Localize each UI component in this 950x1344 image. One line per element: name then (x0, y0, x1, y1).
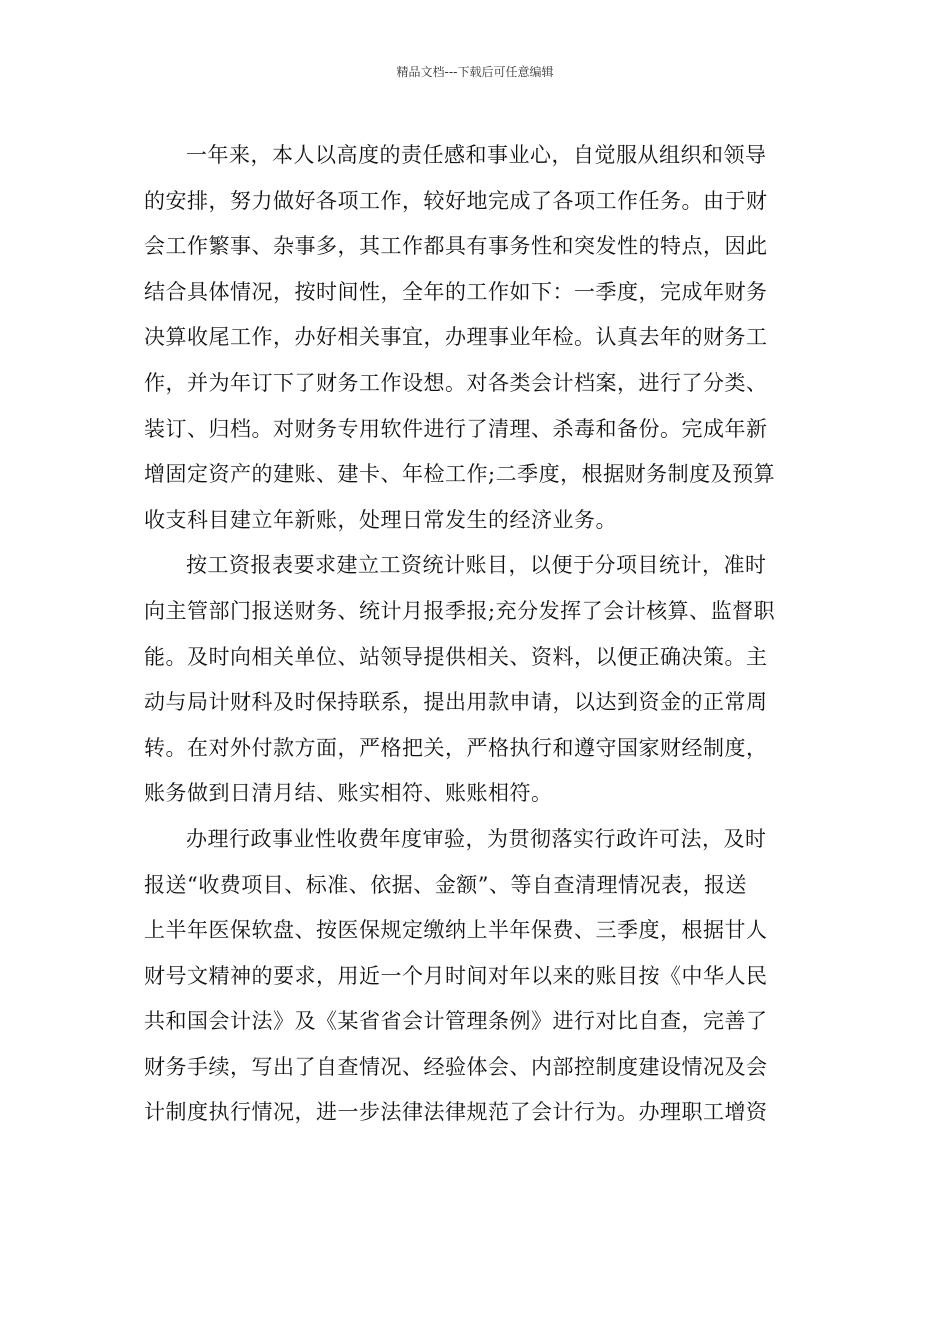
text-line: 账务做到日清月结、账实相符、账账相符。 (144, 781, 553, 806)
text-line: 办理行政事业性收费年度审验，为贯彻落实行政许可法，及时 (186, 826, 767, 851)
text-line: 的安排，努力做好各项工作，较好地完成了各项工作任务。由于财 (144, 188, 768, 213)
text-line: 结合具体情况，按时间性，全年的工作如下：一季度，完成年财务 (144, 279, 768, 304)
text-line: 决算收尾工作，办好相关事宜，办理事业年检。认真去年的财务工 (144, 325, 768, 350)
document-body (144, 133, 808, 1136)
text-line: 报送“收费项目、标准、依据、金额”、等自查清理情况表，报送 (144, 872, 747, 897)
text-line: 会工作繁事、杂事多，其工作都具有事务性和突发性的特点，因此 (144, 234, 768, 259)
text-line: 按工资报表要求建立工资统计账目，以便于分项目统计，准时 (186, 553, 767, 578)
paragraph-2 (144, 543, 808, 817)
text-line: 计制度执行情况，进一步法律法律规范了会计行为。办理职工增资 (144, 1100, 768, 1125)
text-line: 收支科目建立年新账，处理日常发生的经济业务。 (144, 507, 617, 532)
paragraph-1 (144, 133, 808, 543)
paragraph-3 (144, 817, 808, 1136)
text-line: 增固定资产的建账、建卡、年检工作;二季度，根据财务制度及预算 (144, 462, 776, 487)
text-line: 向主管部门报送财务、统计月报季报;充分发挥了会计核算、监督职 (144, 598, 776, 623)
text-line: 财务手续，写出了自查情况、经验体会、内部控制度建设情况及会 (144, 1054, 768, 1079)
text-line: 作，并为年订下了财务工作设想。对各类会计档案，进行了分类、 (144, 370, 768, 395)
page-header: 精品文档---下载后可任意编辑 (396, 65, 554, 79)
text-line: 上半年医保软盘、按医保规定缴纳上半年保费、三季度，根据甘人 (144, 918, 768, 943)
text-line: 一年来，本人以高度的责任感和事业心，自觉服从组织和领导 (186, 143, 767, 167)
text-line: 装订、归档。对财务专用软件进行了清理、杀毒和备份。完成年新 (144, 416, 768, 441)
text-line: 共和国会计法》及《某省省会计管理条例》进行对比自查，完善了 (144, 1009, 768, 1034)
text-line: 转。在对外付款方面，严格把关，严格执行和遵守国家财经制度， (144, 735, 768, 760)
text-line: 能。及时向相关单位、站领导提供相关、资料，以便正确决策。主 (144, 644, 768, 669)
text-line: 财号文精神的要求，用近一个月时间对年以来的账目按《中华人民 (144, 963, 768, 988)
text-line: 动与局计财科及时保持联系，提出用款申请，以达到资金的正常周 (144, 690, 768, 715)
